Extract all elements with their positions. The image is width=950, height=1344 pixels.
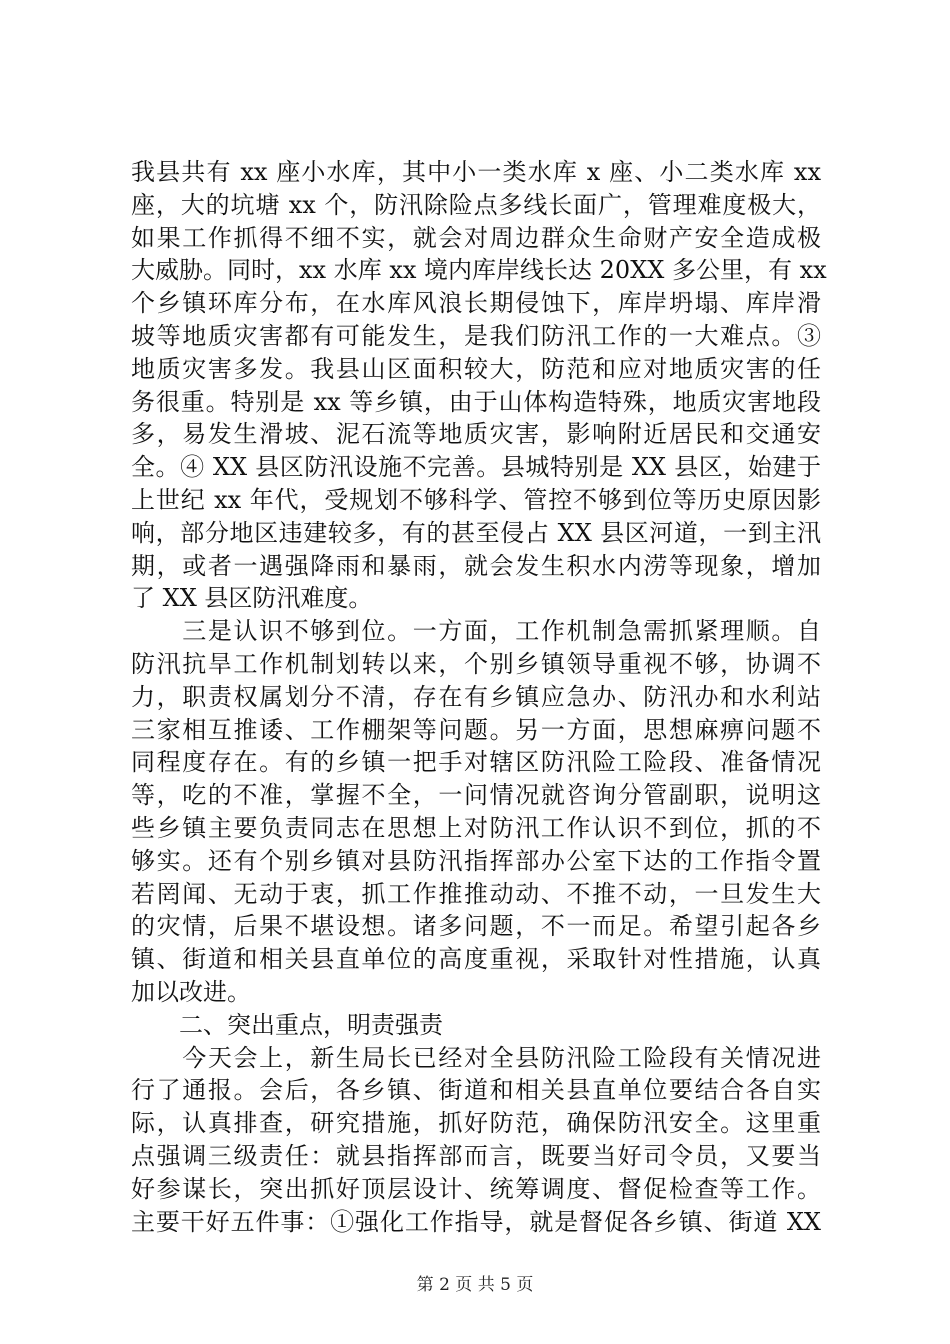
text-line: 二、突出重点，明责强责 (131, 1010, 443, 1039)
text-line: 如果工作抓得不细不实，就会对周边群众生命财产安全造成极 (131, 223, 821, 252)
text-line: 全。④ XX 县区防汛设施不完善。县城特别是 XX 县区，始建于 (131, 453, 821, 482)
text-line: 个乡镇环库分布，在水库风浪长期侵蚀下，库岸坍塌、库岸滑 (131, 289, 821, 318)
text-line: 力，职责权属划分不清，存在有乡镇应急办、防汛办和水利站 (131, 682, 821, 711)
text-line: 些乡镇主要负责同志在思想上对防汛工作认识不到位，抓的不 (131, 813, 821, 842)
text-line: 务很重。特别是 xx 等乡镇，由于山体构造特殊，地质灾害地段 (131, 387, 821, 416)
text-line: 镇、街道和相关县直单位的高度重视，采取针对性措施，认真 (131, 945, 821, 974)
page-footer: 第 2 页 共 5 页 (416, 1275, 534, 1295)
text-line: 主要干好五件事：①强化工作指导，就是督促各乡镇、街道 XX (131, 1207, 821, 1236)
document-body (131, 156, 827, 1238)
text-line: 大威胁。同时，xx 水库 xx 境内库岸线长达 20XX 多公里，有 xx (131, 256, 827, 285)
text-line: 座，大的坑塘 xx 个，防汛除险点多线长面广，管理难度极大， (131, 190, 821, 219)
text-line: 行了通报。会后，各乡镇、街道和相关县直单位要结合各自实 (131, 1076, 821, 1105)
text-line: 了 XX 县区防汛难度。 (131, 584, 373, 613)
text-line: 防汛抗旱工作机制划转以来，个别乡镇领导重视不够，协调不 (131, 649, 821, 678)
text-line: 我县共有 xx 座小水库，其中小一类水库 x 座、小二类水库 xx (131, 158, 821, 186)
text-line: 三是认识不够到位。一方面，工作机制急需抓紧理顺。自 (131, 617, 821, 646)
text-line: 点强调三级责任：就县指挥部而言，既要当好司令员，又要当 (131, 1141, 821, 1170)
text-line: 的灾情，后果不堪设想。诸多问题，不一而足。希望引起各乡 (131, 912, 821, 941)
text-line: 等，吃的不准，掌握不全，一问情况就咨询分管副职，说明这 (131, 781, 821, 810)
text-line: 好参谋长，突出抓好顶层设计、统筹调度、督促检查等工作。 (131, 1174, 821, 1203)
text-line: 同程度存在。有的乡镇一把手对辖区防汛险工险段、准备情况 (131, 748, 821, 777)
text-line: 加以改进。 (131, 977, 251, 1006)
text-line: 上世纪 xx 年代，受规划不够科学、管控不够到位等历史原因影 (131, 485, 821, 514)
text-line: 三家相互推诿、工作棚架等问题。另一方面，思想麻痹问题不 (131, 715, 821, 744)
text-line: 际，认真排查，研究措施，抓好防范，确保防汛安全。这里重 (131, 1109, 821, 1138)
text-line: 今天会上，新生局长已经对全县防汛险工险段有关情况进 (131, 1043, 821, 1072)
text-line: 多，易发生滑坡、泥石流等地质灾害，影响附近居民和交通安 (131, 420, 821, 449)
text-line: 响，部分地区违建较多，有的甚至侵占 XX 县区河道，一到主汛 (131, 518, 821, 547)
text-line: 若罔闻、无动于衷，抓工作推推动动、不推不动，一旦发生大 (131, 879, 821, 908)
text-line: 够实。还有个别乡镇对县防汛指挥部办公室下达的工作指令置 (131, 846, 821, 875)
text-line: 坡等地质灾害都有可能发生，是我们防汛工作的一大难点。③ (131, 321, 821, 350)
text-line: 期，或者一遇强降雨和暴雨，就会发生积水内涝等现象，增加 (131, 551, 821, 580)
text-line: 地质灾害多发。我县山区面积较大，防范和应对地质灾害的任 (131, 354, 821, 383)
